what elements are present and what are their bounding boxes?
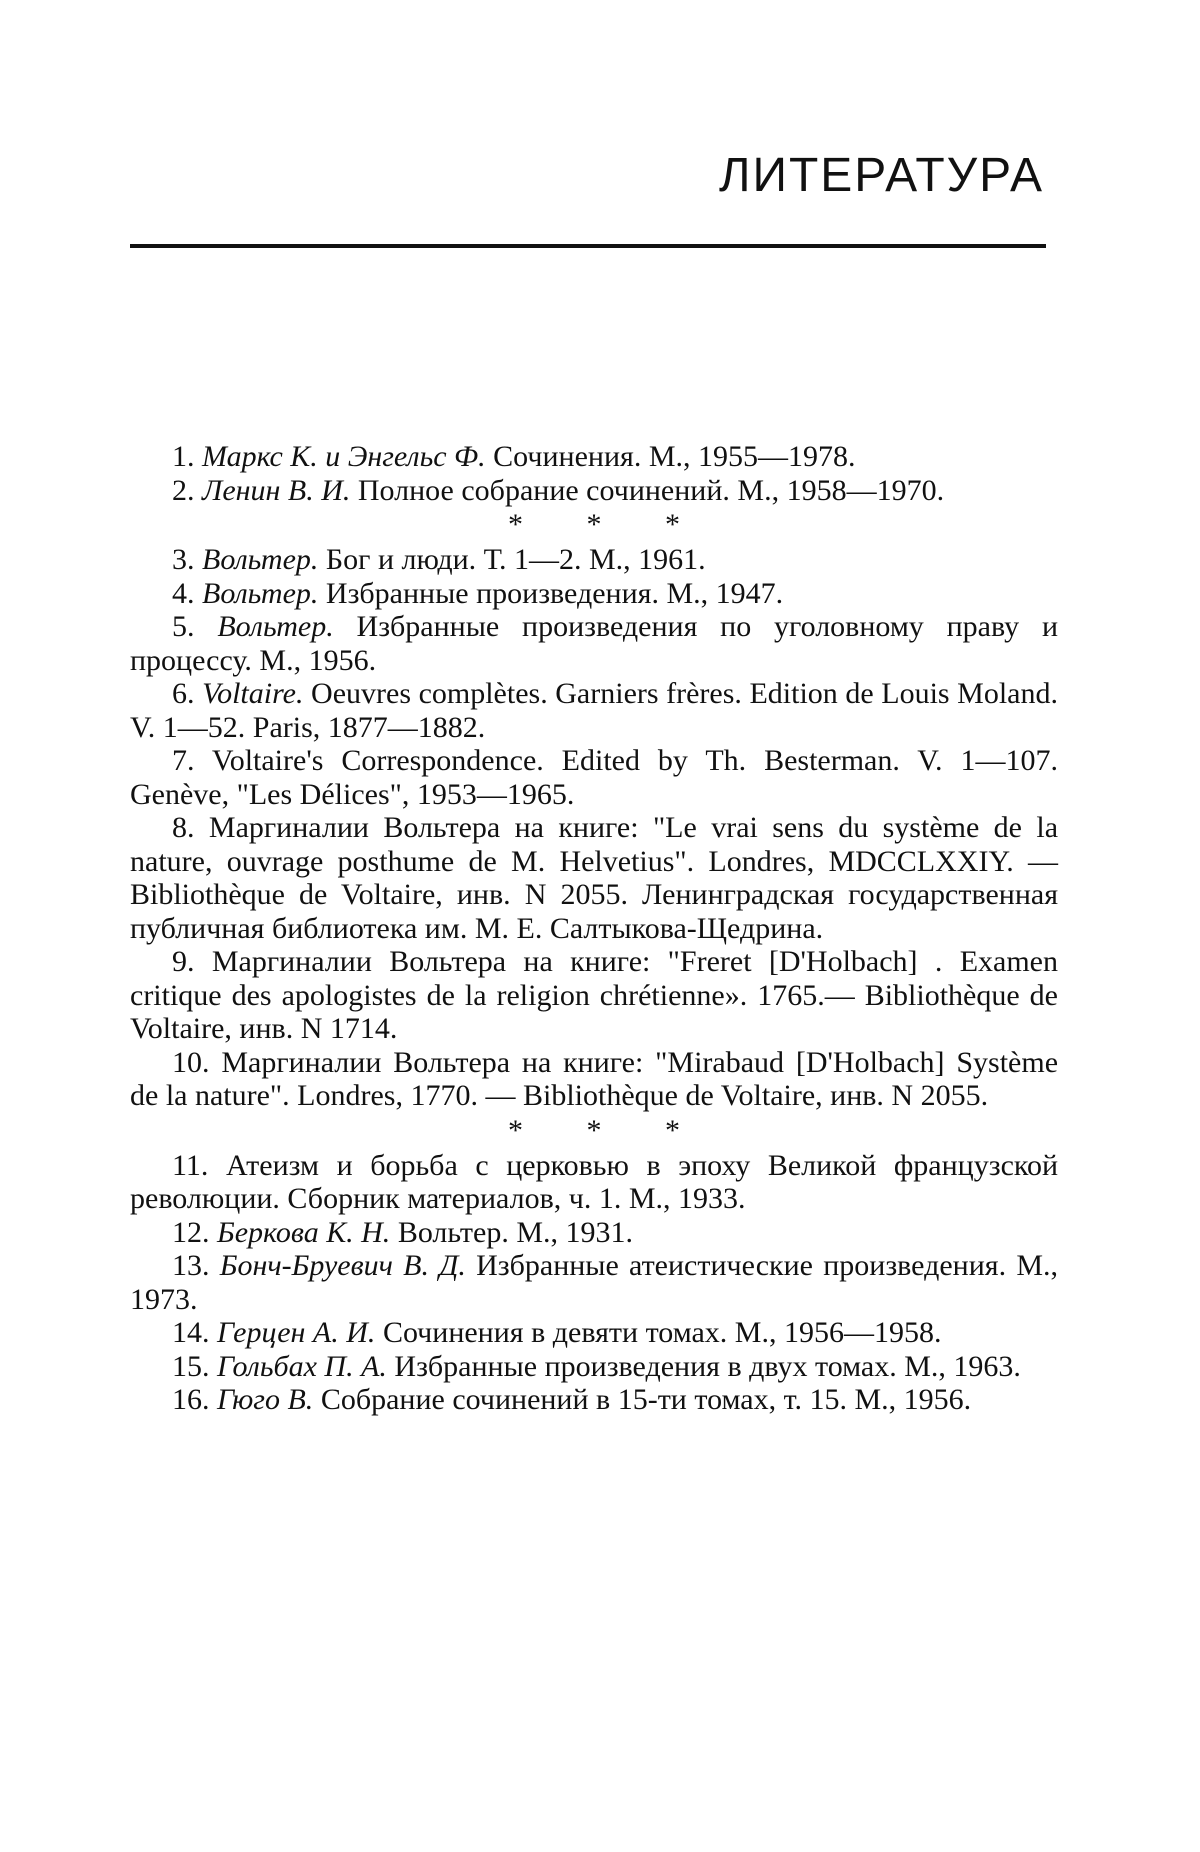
author: Ленин В. И. (202, 473, 351, 507)
author: Гюго В. (217, 1383, 314, 1416)
bibliography-list (130, 440, 1058, 1417)
author: Герцен А. И. (217, 1316, 376, 1349)
section-separator: * * * (508, 1113, 708, 1147)
author: Беркова К. Н. (217, 1215, 391, 1249)
author: Вольтер. (217, 610, 334, 643)
list-item: 8. Маргиналии Вольтера на книге: "Le vrai sens du système de la nature, ouvrage posthume de M. Helvetius". Londres, MDCCLXXIY. — Bibliothèque de Voltaire, инв. N 2055. Ленинградская государственная публичная библиотека им. М. Е. Салтыкова-Щедрина. (130, 811, 1059, 945)
list-item: 9. Маргиналии Вольтера на книге: "Freret [D'Holbach] . Examen critique des apologistes de la religion chrétienne». 1765.— Bibliothèque de Voltaire, инв. N 1714. (130, 945, 1058, 1045)
list-item: 11. Атеизм и борьба с церковью в эпоху Великой французской революции. Сборник материалов, ч. 1. М., 1933. (130, 1148, 1059, 1215)
author: Voltaire. (202, 677, 304, 710)
author: Вольтер. (202, 576, 319, 610)
list-item: 16. Гюго В. Собрание сочинений в 15-ти томах, т. 15. М., 1956. (172, 1383, 972, 1416)
list-item: 4. Вольтер. Избранные произведения. М., 1947. (172, 576, 784, 610)
list-item: 14. Герцен А. И. Сочинения в девяти томах. М., 1956—1958. (172, 1316, 942, 1349)
list-item: 13. Бонч-Бруевич В. Д. Избранные атеистические произведения. М., 1973. (130, 1249, 1058, 1316)
list-item: 1. Маркс К. и Энгельс Ф. Сочинения. М., 1955—1978. (172, 440, 856, 473)
list-item: 5. Вольтер. Избранные произведения по уголовному праву и процессу. М., 1956. (130, 610, 1058, 677)
list-item: 12. Беркова К. Н. Вольтер. М., 1931. (172, 1215, 634, 1249)
author: Гольбах П. А. (217, 1349, 387, 1383)
author: Маркс К. и Энгельс Ф. (202, 440, 486, 473)
author: Вольтер. (202, 543, 319, 576)
list-item: 10. Маргиналии Вольтера на книге: "Mirabaud [D'Holbach] Système de la nature". Londres, 1770. — Bibliothèque de Voltaire, инв. N 2055. (130, 1045, 1059, 1112)
title-rule (130, 244, 1046, 248)
list-item: 7. Voltaire's Correspondence. Edited by Th. Besterman. V. 1—107. Genève, "Les Délices", 1953—1965. (130, 744, 1058, 811)
section-separator: * * * (508, 508, 708, 541)
author: Бонч-Бруевич В. Д. (219, 1249, 466, 1282)
list-item: 3. Вольтер. Бог и люди. Т. 1—2. М., 1961. (172, 543, 706, 576)
list-item: 15. Гольбах П. А. Избранные произведения в двух томах. М., 1963. (172, 1349, 1021, 1383)
list-item: 2. Ленин В. И. Полное собрание сочинений. М., 1958—1970. (172, 473, 945, 507)
list-item: 6. Voltaire. Oeuvres complètes. Garniers frères. Edition de Louis Moland. V. 1—52. Paris, 1877—1882. (130, 677, 1058, 744)
page-title: ЛИТЕРАТУРА (718, 149, 1044, 202)
